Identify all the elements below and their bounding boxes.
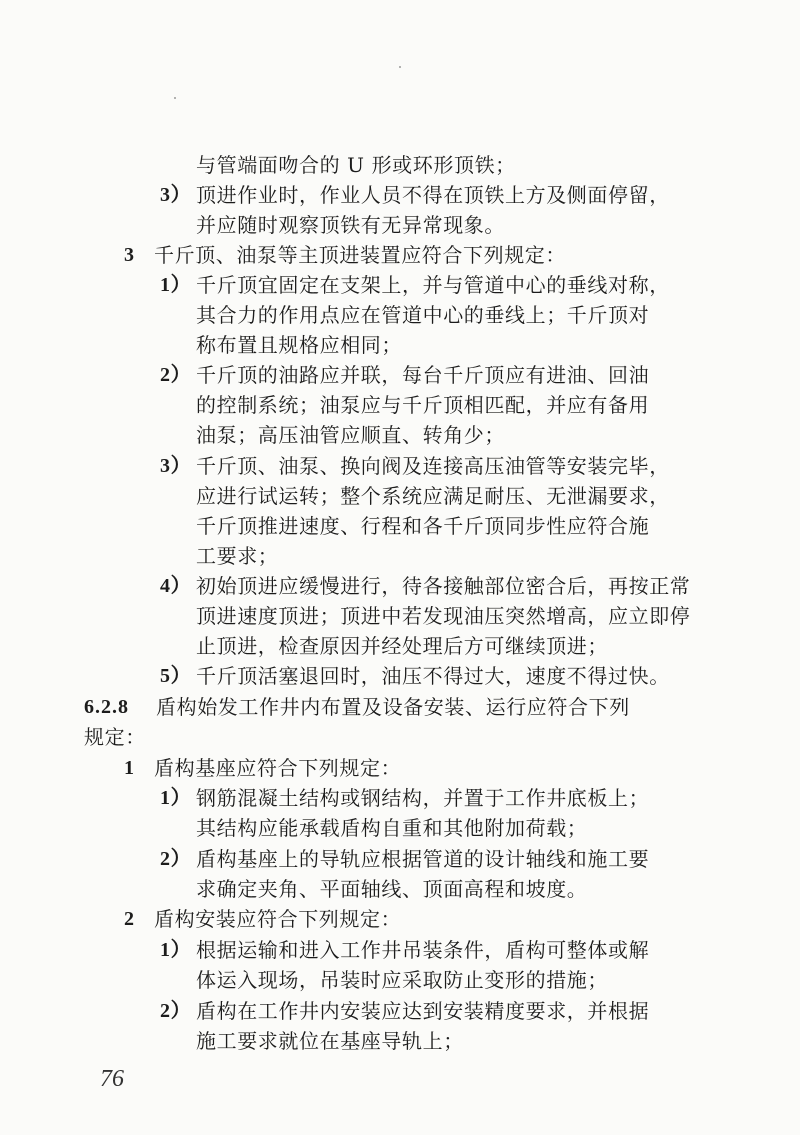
text-line: 求确定夹角、平面轴线、顶面高程和坡度。 [196,877,588,901]
text-line: 施工要求就位在基座导轨上； [196,1029,464,1053]
text-line: 盾构基座上的导轨应根据管道的设计轴线和施工要 [196,847,650,871]
item-number: 1） [160,939,192,961]
text-line: 工要求； [196,544,279,568]
item-number: 5） [160,665,192,687]
text-line: 根据运输和进入工作井吊装条件，盾构可整体或解 [196,938,650,962]
scan-speck [399,66,401,68]
text-line: 千斤顶活塞退回时，油压不得过大，速度不得过快。 [196,664,670,688]
text-line: 顶进速度顶进；顶进中若发现油压突然增高，应立即停 [196,604,691,628]
text-line: 千斤顶、油泵等主顶进装置应符合下列规定： [154,243,566,267]
clause-number: 2 [124,908,135,930]
text-line: 并应随时观察顶铁有无异常现象。 [196,213,505,237]
item-number: 2） [160,364,192,386]
text-line: 称布置且规格应相同； [196,333,402,357]
text-line: 千斤顶宜固定在支架上，并与管道中心的垂线对称， [196,273,670,297]
text-line: 的控制系统；油泵应与千斤顶相匹配，并应有备用 [196,393,650,417]
text-line: 千斤顶、油泵、换向阀及连接高压油管等安装完毕， [196,454,670,478]
item-number: 3） [160,184,192,206]
item-number: 4） [160,575,192,597]
text-line: 油泵；高压油管应顺直、转角少； [196,423,505,447]
clause-number: 3 [124,244,135,266]
page-number: 76 [100,1066,124,1092]
item-number: 2） [160,1000,192,1022]
text-line: 止顶进，检查原因并经处理后方可继续顶进； [196,634,608,658]
text-line: 千斤顶推进速度、行程和各千斤顶同步性应符合施 [196,514,650,538]
clause-number: 1 [124,757,135,779]
text-line: 钢筋混凝土结构或钢结构，并置于工作井底板上； [196,786,650,810]
scan-speck [174,97,176,99]
text-line: 盾构始发工作井内布置及设备安装、运行应符合下列 [156,695,630,719]
text-line: 初始顶进应缓慢进行，待各接触部位密合后，再按正常 [196,574,691,598]
text-line: 应进行试运转；整个系统应满足耐压、无泄漏要求， [196,484,670,508]
text-line: 规定： [84,725,146,749]
text-line: 盾构在工作井内安装应达到安装精度要求，并根据 [196,999,650,1023]
text-line: 盾构基座应符合下列规定： [154,756,402,780]
text-line: 与管端面吻合的 U 形或环形顶铁； [196,153,516,177]
text-line: 顶进作业时，作业人员不得在顶铁上方及侧面停留， [196,183,670,207]
text-line: 体运入现场，吊装时应采取防止变形的措施； [196,968,608,992]
text-line: 其合力的作用点应在管道中心的垂线上；千斤顶对 [196,303,650,327]
item-number: 2） [160,848,192,870]
text-line: 千斤顶的油路应并联，每台千斤顶应有进油、回油 [196,363,650,387]
text-line: 盾构安装应符合下列规定： [154,907,402,931]
section-number: 6.2.8 [84,696,129,718]
item-number: 1） [160,787,192,809]
item-number: 1） [160,274,192,296]
item-number: 3） [160,455,192,477]
text-line: 其结构应能承载盾构自重和其他附加荷载； [196,816,588,840]
